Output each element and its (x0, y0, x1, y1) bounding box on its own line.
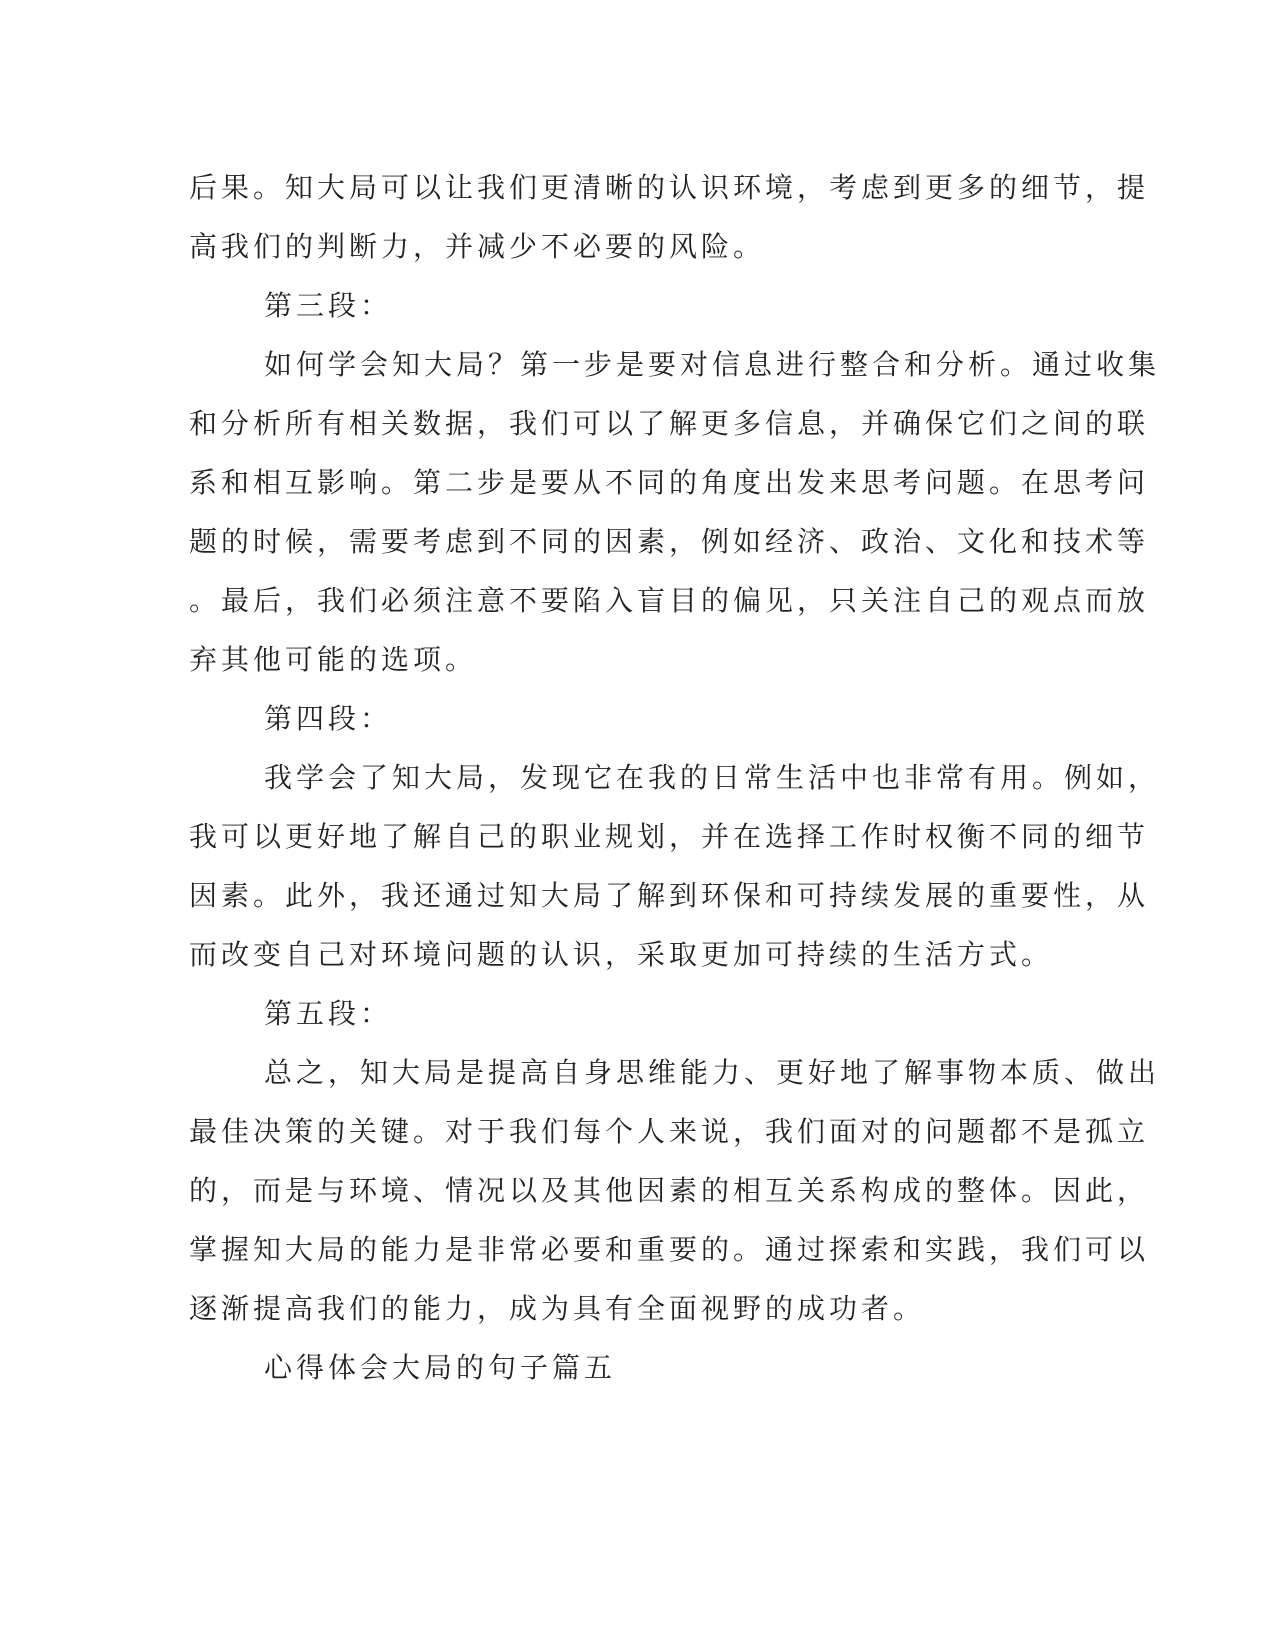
text-line: 而改变自己对环境问题的认识，采取更加可持续的生活方式。 (189, 938, 1054, 971)
text-line: 我学会了知大局，发现它在我的日常生活中也非常有用。例如， (264, 761, 1161, 794)
text-line: 掌握知大局的能力是非常必要和重要的。通过探索和实践，我们可以 (189, 1233, 1150, 1266)
text-line: 逐渐提高我们的能力，成为具有全面视野的成功者。 (189, 1292, 926, 1325)
text-line: 高我们的判断力，并减少不必要的风险。 (189, 230, 766, 263)
text-line: 系和相互影响。第二步是要从不同的角度出发来思考问题。在思考问 (189, 466, 1150, 499)
text-line: 和分析所有相关数据，我们可以了解更多信息，并确保它们之间的联 (189, 407, 1150, 440)
text-line: 我可以更好地了解自己的职业规划，并在选择工作时权衡不同的细节 (189, 820, 1150, 853)
section-heading: 第五段： (264, 997, 393, 1030)
text-line: 。最后，我们必须注意不要陷入盲目的偏见，只关注自己的观点而放 (189, 584, 1150, 617)
text-line: 因素。此外，我还通过知大局了解到环保和可持续发展的重要性，从 (189, 879, 1150, 912)
text-line: 的，而是与环境、情况以及其他因素的相互关系构成的整体。因此， (189, 1174, 1150, 1207)
text-line: 后果。知大局可以让我们更清晰的认识环境，考虑到更多的细节，提 (189, 171, 1150, 204)
text-line: 弃其他可能的选项。 (189, 643, 478, 676)
article-title: 心得体会大局的句子篇五 (264, 1351, 617, 1384)
section-heading: 第三段： (264, 289, 393, 322)
text-line: 题的时候，需要考虑到不同的因素，例如经济、政治、文化和技术等 (189, 525, 1150, 558)
text-line: 总之，知大局是提高自身思维能力、更好地了解事物本质、做出 (264, 1056, 1161, 1089)
text-line: 如何学会知大局？第一步是要对信息进行整合和分析。通过收集 (264, 348, 1161, 381)
text-line: 最佳决策的关键。对于我们每个人来说，我们面对的问题都不是孤立 (189, 1115, 1150, 1148)
section-heading: 第四段： (264, 702, 393, 735)
